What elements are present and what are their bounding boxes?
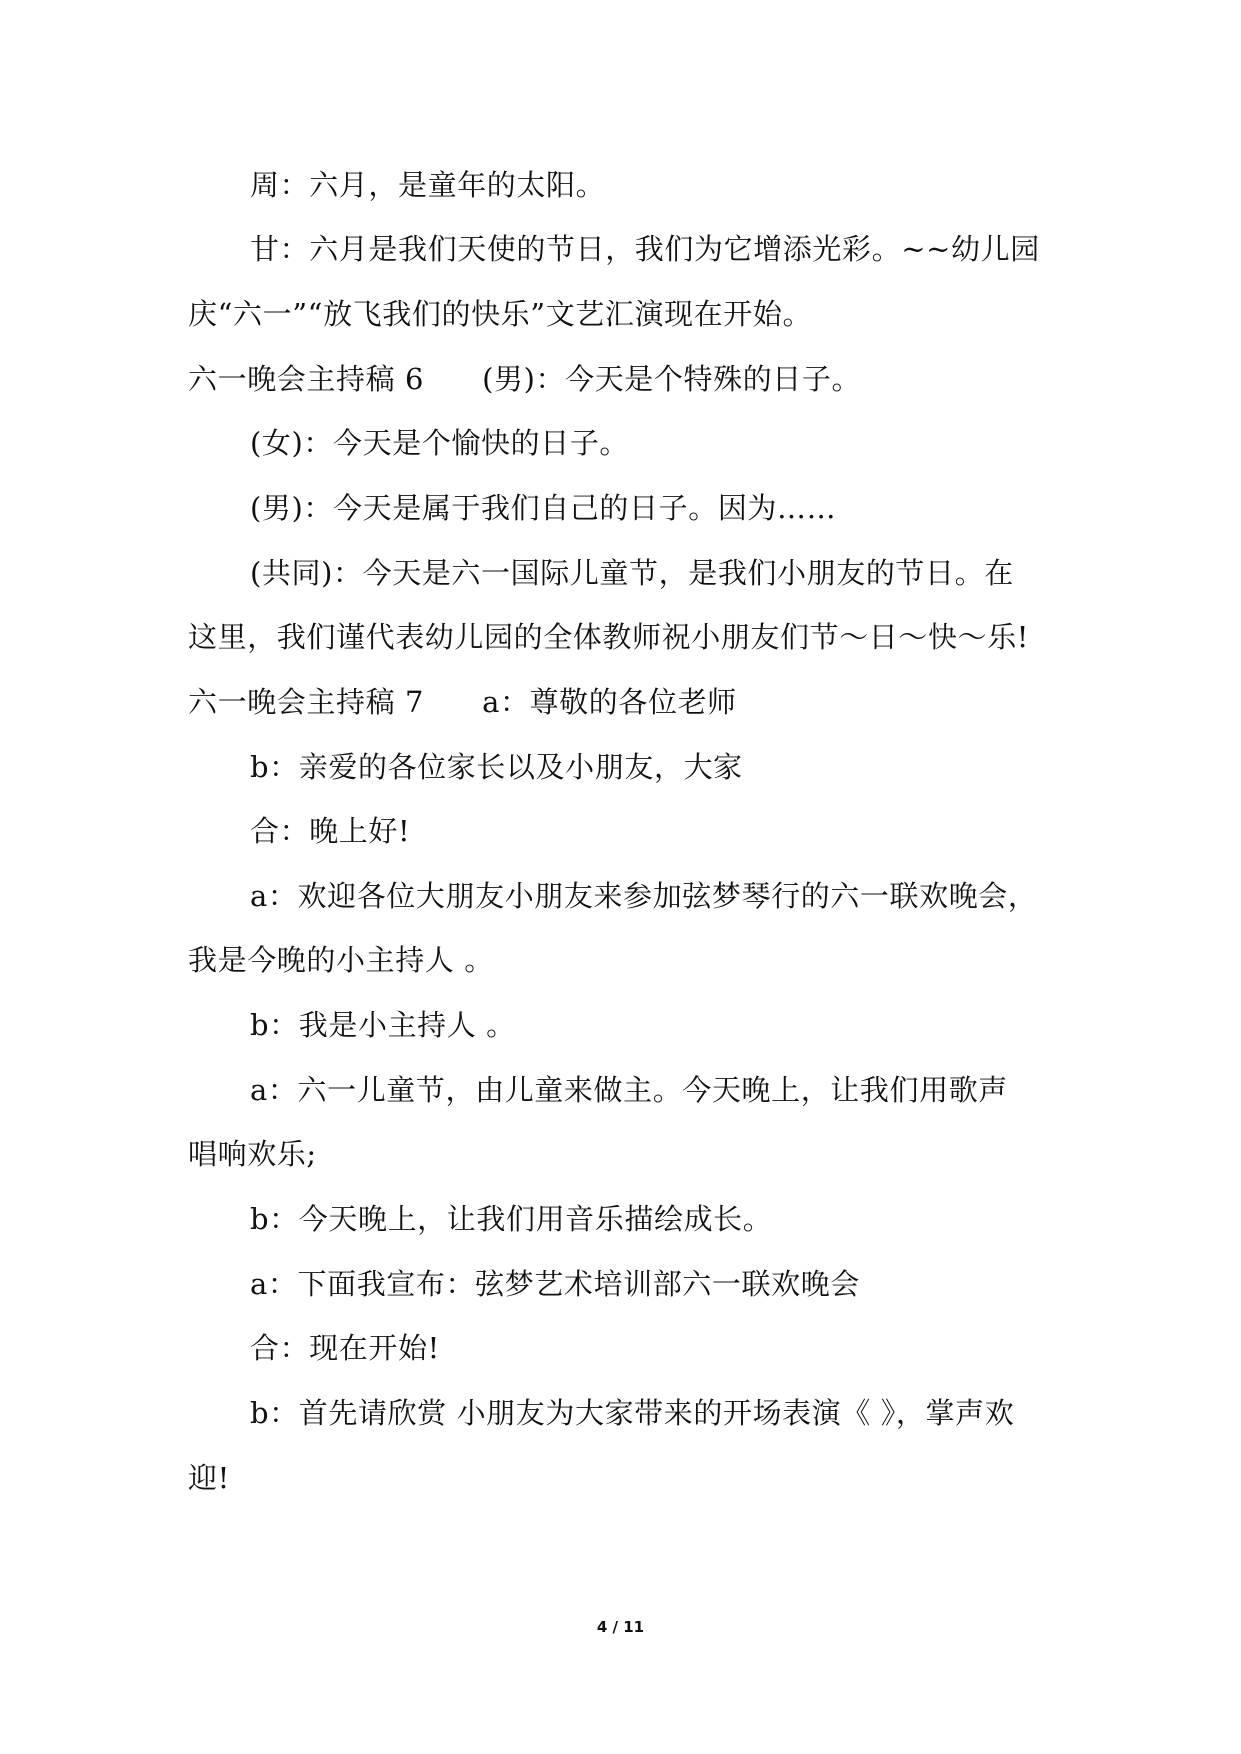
- paragraph-line: (女)：今天是个愉快的日子。: [250, 426, 630, 460]
- paragraph-text: (男)：今天是个特殊的日子。: [482, 362, 862, 396]
- paragraph-line: a：欢迎各位大朋友小朋友来参加弦梦琴行的六一联欢晚会，: [250, 879, 1038, 913]
- paragraph-line: a：六一儿童节，由儿童来做主。今天晚上，让我们用歌声: [250, 1073, 1008, 1107]
- section-heading-line: [188, 361, 861, 397]
- section-heading-line: [188, 684, 737, 720]
- paragraph-line: (男)：今天是属于我们自己的日子。因为……: [250, 491, 837, 525]
- paragraph-line: b：今天晚上，让我们用音乐描绘成长。: [250, 1202, 773, 1236]
- section-heading: 六一晚会主持稿 7: [188, 685, 425, 719]
- paragraph-line: 唱响欢乐;: [188, 1137, 317, 1171]
- paragraph-line: b：首先请欣赏 小朋友为大家带来的开场表演《 》，掌声欢: [250, 1396, 1015, 1430]
- paragraph-line: 合：晚上好!: [250, 814, 411, 848]
- paragraph-line: b：亲爱的各位家长以及小朋友，大家: [250, 750, 743, 784]
- paragraph-line: a：下面我宣布：弦梦艺术培训部六一联欢晚会: [250, 1267, 860, 1301]
- paragraph-line: 周：六月，是童年的太阳。: [250, 168, 606, 202]
- paragraph-line: 我是今晚的小主持人 。: [188, 943, 494, 977]
- paragraph-line: b：我是小主持人 。: [250, 1008, 516, 1042]
- paragraph-line: 这里，我们谨代表幼儿园的全体教师祝小朋友们节～日～快～乐!: [188, 620, 1030, 654]
- section-heading: 六一晚会主持稿 6: [188, 362, 425, 396]
- paragraph-line: 甘：六月是我们天使的节日，我们为它增添光彩。~~幼儿园: [250, 232, 1040, 266]
- paragraph-line: 迎!: [188, 1461, 230, 1495]
- paragraph-line: 合：现在开始!: [250, 1331, 440, 1365]
- paragraph-line: 庆“六一”“放飞我们的快乐”文艺汇演现在开始。: [188, 297, 813, 331]
- paragraph-text: a：尊敬的各位老师: [482, 685, 737, 719]
- paragraph-line: (共同)：今天是六一国际儿童节，是我们小朋友的节日。在: [250, 556, 1014, 590]
- page-number: 4 / 11: [596, 1618, 645, 1636]
